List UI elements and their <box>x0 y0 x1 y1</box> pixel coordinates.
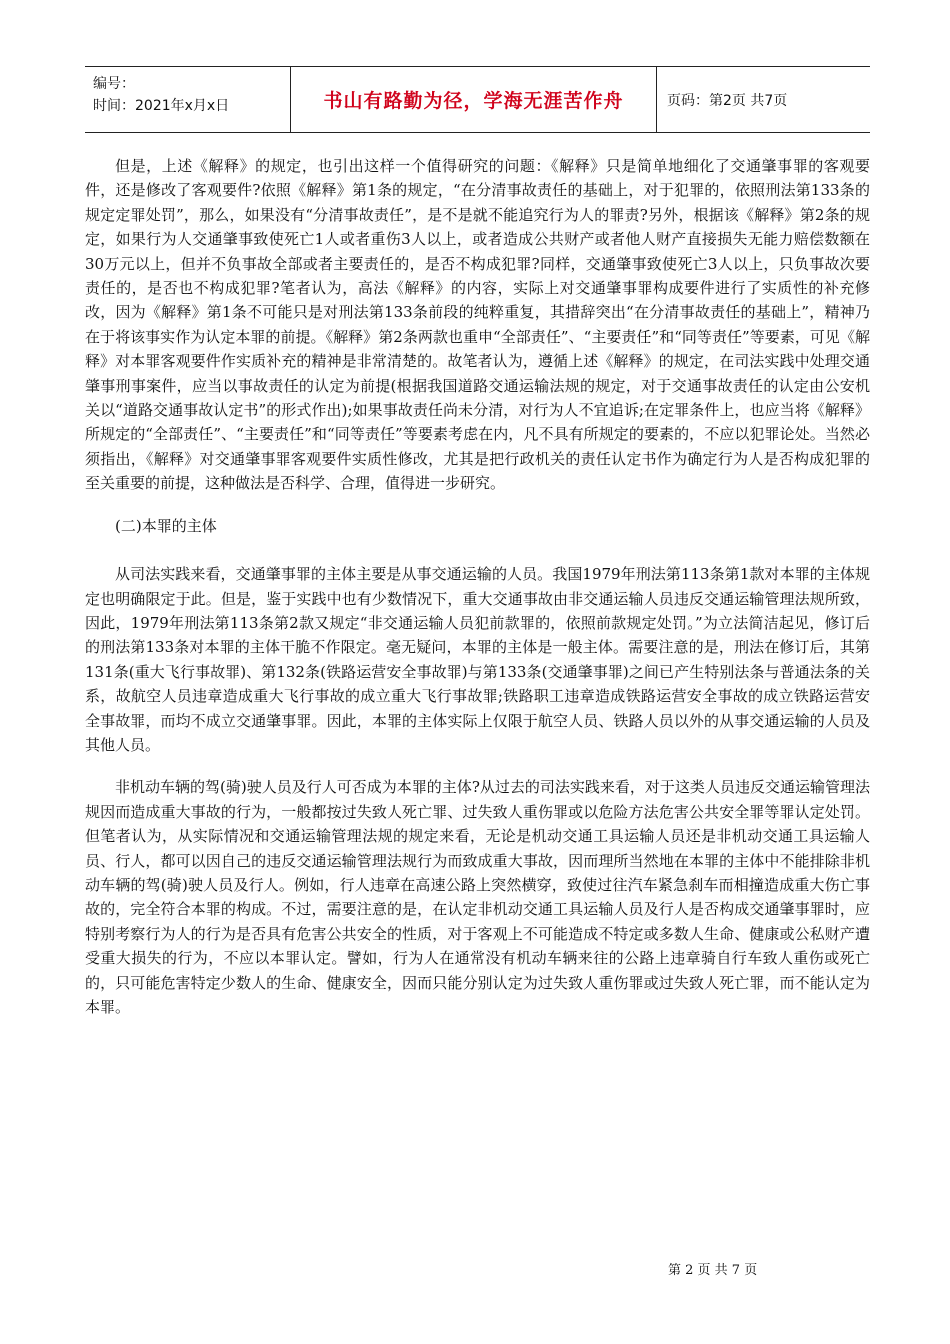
document-body <box>85 154 870 1037</box>
section-heading-subject: (二)本罪的主体 <box>115 516 217 535</box>
header-page-number: 页码：第2页 共7页 <box>667 92 788 109</box>
paragraph-subject: 从司法实践来看，交通肇事罪的主体主要是从事交通运输的人员。我国1979年刑法第113条第1款对本罪的主体规定也明确限定于此。但是，鉴于实践中也有少数情况下，重大交通事故由非交通运输人员违反交通运输管理法规所致，因此，1979年刑法第113条第2款又规定“非交通运输人员犯前款罪的，依照前款规定处罚。”为立法简洁起见，修订后的刑法第133条对本罪的主体干脆不作限定。毫无疑问，本罪的主体是一般主体。需要注意的是，刑法在修订后，其第131条(重大飞行事故罪)、第132条(铁路运营安全事故罪)与第133条(交通肇事罪)之间已产生特别法条与普通法条的关系，故航空人员违章造成重大飞行事故的成立重大飞行事故罪;铁路职工违章造成铁路运营安全事故的成立铁路运营安全事故罪，而均不成立交通肇事罪。因此，本罪的主体实际上仅限于航空人员、铁路人员以外的从事交通运输的人员及其他人员。 <box>85 565 870 754</box>
header-motto-cell <box>290 67 657 132</box>
document-date-label: 时间：2021年x月x日 <box>93 98 230 114</box>
header-meta <box>93 73 293 117</box>
paragraph-non-motor-vehicles: 非机动车辆的驾(骑)驶人员及行人可否成为本罪的主体?从过去的司法实践来看，对于这类人员违反交通运输管理法规因而造成重大事故的行为，一般都按过失致人死亡罪、过失致人重伤罪或以危险方法危害公共安全罪等罪认定处罚。但笔者认为，从实际情况和交通运输管理法规的规定来看，无论是机动交通工具运输人员还是非机动交通工具运输人员、行人，都可以因自己的违反交通运输管理法规行为而致成重大事故，因而理所当然地在本罪的主体中不能排除非机动车辆的驾(骑)驶人员及行人。例如，行人违章在高速公路上突然横穿，致使过往汽车紧急刹车而相撞造成重大伤亡事故的，完全符合本罪的构成。不过，需要注意的是，在认定非机动交通工具运输人员及行人是否构成交通肇事罪时，应特别考察行为人的行为是否具有危害公共安全的性质，对于客观上不可能造成不特定或多数人生命、健康或公私财产遭受重大损失的行为，不应以本罪认定。譬如，行为人在通常没有机动车辆来往的公路上违章骑自行车致人重伤或死亡的，只可能危害特定少数人的生命、健康安全，因而只能分别认定为过失致人重伤罪或过失致人死亡罪，而不能认定为本罪。 <box>85 778 870 1016</box>
page-footer: 第 2 页 共 7 页 <box>668 1263 758 1278</box>
header-motto: 书山有路勤为径，学海无涯苦作舟 <box>323 90 624 112</box>
paragraph-interpretation: 但是，上述《解释》的规定，也引出这样一个值得研究的问题：《解释》只是简单地细化了交通肇事罪的客观要件，还是修改了客观要件?依照《解释》第1条的规定，“在分清事故责任的基础上，对于犯罪的，依照刑法第133条的规定定罪处罚”，那么，如果没有“分清事故责任”，是不是就不能追究行为人的罪责?另外，根据该《解释》第2条的规定，如果行为人交通肇事致使死亡1人或者重伤3人以上，或者造成公共财产或者他人财产直接损失无能力赔偿数额在30万元以上，但并不负事故全部或者主要责任的，是否不构成犯罪?同样，交通肇事致使死亡3人以上，只负事故次要责任的，是否也不构成犯罪?笔者认为，高法《解释》的内容，实际上对交通肇事罪构成要件进行了实质性的补充修改，因为《解释》第1条不可能只是对刑法第133条前段的纯粹重复，其措辞突出“在分清事故责任的基础上”，精神乃在于将该事实作为认定本罪的前提。《解释》第2条两款也重申“全部责任”、“主要责任”和“同等责任”等要素，可见《解释》对本罪客观要件作实质补充的精神是非常清楚的。故笔者认为，遵循上述《解释》的规定，在司法实践中处理交通肇事刑事案件，应当以事故责任的认定为前提(根据我国道路交通运输法规的规定，对于交通事故责任的认定由公安机关以“道路交通事故认定书”的形式作出);如果事故责任尚未分清，对行为人不宜追诉;在定罪条件上，也应当将《解释》所规定的“全部责任”、“主要责任”和“同等责任”等要素考虑在内，凡不具有所规定的要素的，不应以犯罪论处。当然必须指出，《解释》对交通肇事罪客观要件实质性修改，尤其是把行政机关的责任认定书作为确定行为人是否构成犯罪的至关重要的前提，这种做法是否科学、合理，值得进一步研究。 <box>85 157 870 493</box>
document-number-label: 编号： <box>93 76 135 92</box>
page-header <box>85 66 870 133</box>
